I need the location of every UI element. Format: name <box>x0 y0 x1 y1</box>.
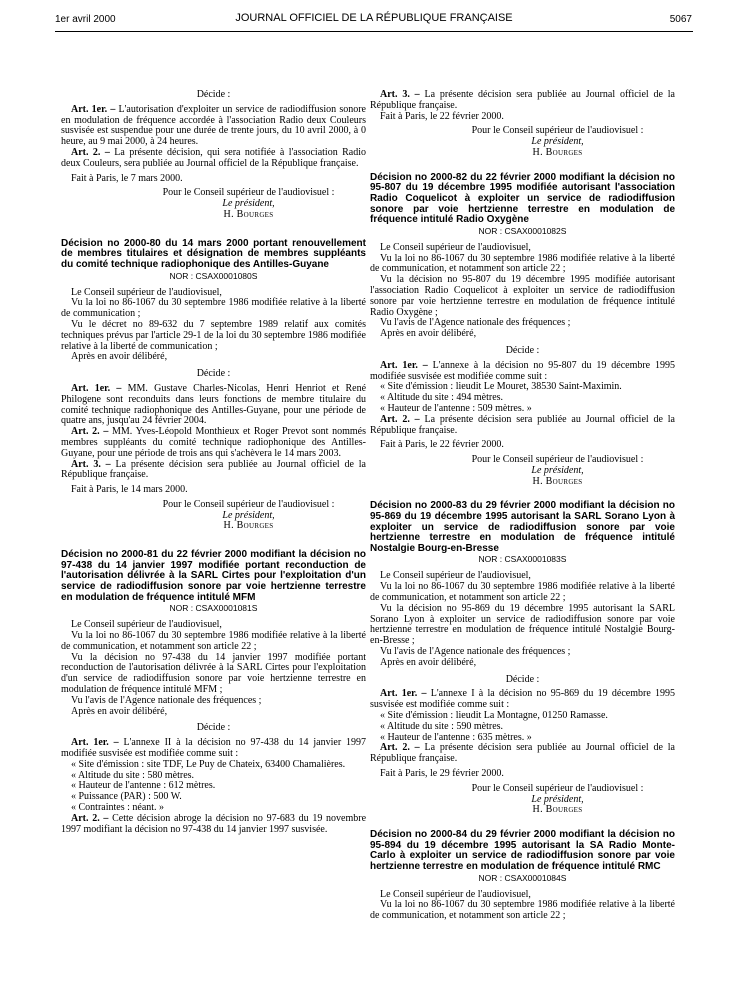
decide-heading: Décide : <box>505 673 540 685</box>
annex-line: « Altitude du site : 494 mètres. <box>380 392 504 404</box>
right-column: Art. 3. – La présente décision sera publiée au Journal officiel de la République française. Fait à Paris, le 22 février 2000. Pour le Conseil supérieur de l'audiovisuel : Le président, H. Bourges Décision no 2000-82 du 22 février 2000 modifiant la décision no 95-807 du 19 décembre 1995 modifiée autorisant l'association Radio Coquelicot à exploiter un service de radiodiffusion sonore par voie hertzienne terrestre en modulation de fréquence intitulé Radio Oxygène NOR : CSAX0001082S Le Conseil supérieur de l'audiovisuel, Vu la loi no 86-1067 du 30 septembre 1986 modifiée relative à la liberté de communication, et notamment son article 22 ; Vu la décision no 95-807 du 19 décembre 1995 modifiée autorisant l'association Radio Coquelicot à exploiter un service de radiodiffusion sonore par voie hertzienne terrestre en modulation de fréquence intitulé Radio Oxygène ; Vu l'avis de l'Agence nationale des fréquences ; Après en avoir délibéré, Décide : Art. 1er. – L'annexe à la décision no 95-807 du 19 décembre 1995 modifiée susvisée est modifiée comme suit : « Site d'émission : lieudit Le Mouret, 38530 Saint-Maximin. « Altitude du site : 494 mètres. « Hauteur de l'antenne : 509 mètres. » Art. 2. – La présente décision sera publiée au Journal officiel de la République française. Fait à Paris, le 22 février 2000. Pour le Conseil supérieur de l'audiovisuel : Le président, H. Bourges Décision no 2000-83 du 29 février 2000 modifiant la décision no 95-869 du 19 décembre 1995 autorisant la SARL Sorano Lyon à exploiter un service de radiodiffusion sonore par voie hertzienne terrestre en modulation de fréquence intitulé Nostalgie Bourg-en-Bresse NOR : CSAX0001083S Le Conseil supérieur de l'audiovisuel, Vu la loi no 86-1067 du 30 septembre 1986 modifiée relative à la liberté de communication, et notamment son article 22 ; Vu la décision no 95-869 du 19 décembre 1995 autorisant la SARL Sorano Lyon à exploiter un service de radiodiffusion sonore par voie hertzienne terrestre en modulation de fréquence intitulé Nostalgie Bourg-en-Bresse ; Vu l'avis de l'Agence nationale des fréquences ; Après en avoir délibéré, Décide : Art. 1er. – L'annexe I à la décision no 95-869 du 19 décembre 1995 susvisée est modifiée comme suit : « Site d'émission : lieudit La Montagne, 01250 Ramasse. « Altitude du site : 590 mètres. « Hauteur de l'antenne : 635 mètres. » Art. 2. – La présente décision sera publiée au Journal officiel de la République française. Fait à Paris, le 29 février 2000. Pour le Conseil supérieur de l'audiovisuel : Le président, H. Bourges Décision no 2000-84 du 29 février 2000 modifiant la décision no 95-894 du 19 décembre 1995 autorisant la SA Radio Monte-Carlo à exploiter un service de radiodiffusion sonore par voie hertzienne terrestre en modulation de fréquence intitulé RMC NOR : CSAX0001084S Le Conseil supérieur de l'audiovisuel, Vu la loi no 86-1067 du 30 septembre 1986 modifiée relative à la liberté de communication, et notamment son article 22 ; <box>370 89 676 922</box>
article-2: Art. 2. – La présente décision, qui sera notifiée à l'association Radio deux Couleurs, sera publiée au Journal officiel de la République française. <box>61 146 367 169</box>
article-2: Art. 2. – MM. Yves-Léopold Monthieux et Roger Prevot sont nommés membres suppléants du comité technique radiophonique des Antilles-Guyane, pour une période de trois ans qui s'achèvera le 14 mars 2003. <box>61 426 366 459</box>
article-1: Art. 1er. – L'annexe à la décision no 95-807 du 19 décembre 1995 modifiée susvisée est modifiée comme suit : <box>370 359 676 382</box>
annex-line: « Site d'émission : site TDF, Le Puy de Chateix, 63400 Chamalières. <box>71 758 346 770</box>
annex-line: « Contraintes : néant. » <box>71 802 165 813</box>
decision-title: Décision no 2000-83 du 29 février 2000 modifiant la décision no 95-869 du 19 décembre 1995 autorisant la SARL Sorano Lyon à exploiter un service de radiodiffusion sonore par voie hertzienne terrestre en modulation de fréquence intitulé Nostalgie Bourg-en-Bresse <box>370 500 675 554</box>
journal-title: JOURNAL OFFICIEL DE LA RÉPUBLIQUE FRANÇAISE <box>235 12 513 24</box>
decide-heading: Décide : <box>505 344 540 356</box>
page-number: 5067 <box>669 14 692 25</box>
signature-block: Pour le Conseil supérieur de l'audiovisuel : Le président, H. Bourges <box>162 187 335 220</box>
annex-line: « Hauteur de l'antenne : 509 mètres. » <box>380 402 532 414</box>
annex-line: « Altitude du site : 590 mètres. <box>380 720 504 732</box>
article-1: Art. 1er. – L'annexe I à la décision no 95-869 du 19 décembre 1995 susvisée est modifiée comme suit : <box>370 688 676 711</box>
annex-line: « Site d'émission : lieudit Le Mouret, 38530 Saint-Maximin. <box>380 381 622 393</box>
decision-title: Décision no 2000-84 du 29 février 2000 modifiant la décision no 95-894 du 19 décembre 1995 autorisant la SA Radio Monte-Carlo à exploiter un service de radiodiffusion sonore par voie hertzienne terrestre en modulation de fréquence intitulé RMC <box>370 829 675 872</box>
article-2: Art. 2. – Cette décision abroge la décision no 97-683 du 19 novembre 1997 modifiant la décision no 97-438 du 14 janvier 1997 susvisée. <box>61 812 367 835</box>
done-at: Fait à Paris, le 22 février 2000. <box>380 439 504 451</box>
article-1: Art. 1er. – L'annexe II à la décision no 97-438 du 14 janvier 1997 modifiée susvisée est modifiée comme suit : <box>61 737 366 760</box>
signature-block: Pour le Conseil supérieur de l'audiovisuel : Le président, H. Bourges <box>471 782 644 816</box>
article-3: Art. 3. – La présente décision sera publiée au Journal officiel de la République française. <box>61 458 366 481</box>
article-3: Art. 3. – La présente décision sera publiée au Journal officiel de la République française. <box>370 89 675 111</box>
left-column: Décide : Art. 1er. – L'autorisation d'exploiter un service de radiodiffusion sonore en modulation de fréquence accordée à l'association Radio deux Couleurs susvisée est suspendue pour une durée de trente jours, du 10 avril 2000, à 0 heure, au 9 mai 2000, à 24 heures. Art. 2. – La présente décision, qui sera notifiée à l'association Radio deux Couleurs, sera publiée au Journal officiel de la République française. Fait à Paris, le 7 mars 2000. Pour le Conseil supérieur de l'audiovisuel : Le président, H. Bourges Décision no 2000-80 du 14 mars 2000 portant renouvellement de membres titulaires et désignation de membres suppléants du comité technique radiophonique des Antilles-Guyane NOR : CSAX0001080S Le Conseil supérieur de l'audiovisuel, Vu la loi no 86-1067 du 30 septembre 1986 modifiée relative à la liberté de communication ; Vu le décret no 89-632 du 7 septembre 1989 relatif aux comités techniques prévus par l'article 29-1 de la loi du 30 septembre 1986 modifiée relative à la liberté de communication ; Après en avoir délibéré, Décide : Art. 1er. – MM. Gustave Charles-Nicolas, Henri Henriot et René Philogene sont reconduits dans leurs fonctions de membre titulaire du comité technique radiophonique des Antilles-Guyane, pour une période de quatre ans, jusqu'au 24 février 2004. Art. 2. – MM. Yves-Léopold Monthieux et Roger Prevot sont nommés membres suppléants du comité technique radiophonique des Antilles-Guyane, pour une période de trois ans qui s'achèvera le 14 mars 2003. Art. 3. – La présente décision sera publiée au Journal officiel de la République française. Fait à Paris, le 14 mars 2000. Pour le Conseil supérieur de l'audiovisuel : Le président, H. Bourges Décision no 2000-81 du 22 février 2000 modifiant la décision no 97-438 du 14 janvier 1997 modifiée portant reconduction de l'autorisation délivrée à la SARL Cirtes pour l'exploitation d'un service de radiodiffusion sonore par voie hertzienne terrestre en modulation de fréquence intitulé MFM NOR : CSAX0001081S Le Conseil supérieur de l'audiovisuel, Vu la loi no 86-1067 du 30 septembre 1986 modifiée relative à la liberté de communication, et notamment son article 22 ; Vu la décision no 97-438 du 14 janvier 1997 modifiée portant reconduction de l'autorisation délivrée à la SARL Cirtes pour l'exploitation d'un service de radiodiffusion sonore par voie hertzienne terrestre en modulation de fréquence intitulé MFM ; Vu l'avis de l'Agence nationale des fréquences ; Après en avoir délibéré, Décide : Art. 1er. – L'annexe II à la décision no 97-438 du 14 janvier 1997 modifiée susvisée est modifiée comme suit : « Site d'émission : site TDF, Le Puy de Chateix, 63400 Chamalières. « Altitude du site : 580 mètres. « Hauteur de l'antenne : 612 mètres. « Puissance (PAR) : 500 W. « Contraintes : néant. » Art. 2. – Cette décision abroge la décision no 97-683 du 19 novembre 1997 modifiant la décision no 97-438 du 14 janvier 1997 susvisée. <box>61 89 367 835</box>
article-1: Art. 1er. – L'autorisation d'exploiter un service de radiodiffusion sonore en modulation de fréquence accordée à l'association Radio deux Couleurs susvisée est suspendue pour une durée de trente jours, du 10 avril 2000, à 0 heure, au 9 mai 2000, à 24 heures. <box>61 103 366 148</box>
page-header <box>0 12 748 28</box>
issue-date: 1er avril 2000 <box>55 14 116 25</box>
nor-reference: NOR : CSAX0001083S <box>478 554 567 565</box>
annex-line: « Hauteur de l'antenne : 635 mètres. » <box>380 731 532 743</box>
article-2: Art. 2. – La présente décision sera publiée au Journal officiel de la République française. <box>370 413 675 436</box>
done-at: Fait à Paris, le 14 mars 2000. <box>71 484 188 496</box>
signature-block: Pour le Conseil supérieur de l'audiovisuel : Le président, H. Bourges <box>471 454 644 487</box>
decision-title: Décision no 2000-81 du 22 février 2000 modifiant la décision no 97-438 du 14 janvier 1997 modifiée portant reconduction de l'autorisation délivrée à la SARL Cirtes pour l'exploitation d'un service de radiodiffusion sonore par voie hertzienne terrestre en modulation de fréquence intitulé MFM <box>61 549 366 603</box>
done-at: Fait à Paris, le 22 février 2000. <box>380 110 504 122</box>
done-at: Fait à Paris, le 7 mars 2000. <box>71 172 183 184</box>
decide-heading: Décide : <box>196 89 231 100</box>
signature-block: Pour le Conseil supérieur de l'audiovisuel : Le président, H. Bourges <box>162 498 335 532</box>
annex-line: « Hauteur de l'antenne : 612 mètres. <box>71 780 216 792</box>
nor-reference: NOR : CSAX0001082S <box>478 225 567 236</box>
annex-line: « Altitude du site : 580 mètres. <box>71 769 195 781</box>
done-at: Fait à Paris, le 29 février 2000. <box>380 768 504 779</box>
nor-reference: NOR : CSAX0001080S <box>169 270 258 281</box>
decision-title: Décision no 2000-80 du 14 mars 2000 portant renouvellement de membres titulaires et désignation de membres suppléants du comité technique radiophonique des Antilles-Guyane <box>61 237 366 270</box>
decide-heading: Décide : <box>196 722 231 734</box>
annex-line: « Site d'émission : lieudit La Montagne, 01250 Ramasse. <box>380 710 608 722</box>
decide-heading: Décide : <box>196 368 231 380</box>
nor-reference: NOR : CSAX0001084S <box>478 872 567 883</box>
signature-block: Pour le Conseil supérieur de l'audiovisuel : Le président, H. Bourges <box>471 125 644 158</box>
nor-reference: NOR : CSAX0001081S <box>169 603 258 614</box>
decision-title: Décision no 2000-82 du 22 février 2000 modifiant la décision no 95-807 du 19 décembre 1995 modifiée autorisant l'association Radio Coquelicot à exploiter un service de radiodiffusion sonore par voie hertzienne terrestre en modulation de fréquence intitulé Radio Oxygène <box>370 171 675 226</box>
annex-line: « Puissance (PAR) : 500 W. <box>71 791 182 803</box>
article-2: Art. 2. – La présente décision sera publiée au Journal officiel de la République française. <box>370 742 675 765</box>
article-1: Art. 1er. – MM. Gustave Charles-Nicolas, Henri Henriot et René Philogene sont reconduits dans leurs fonctions de membre titulaire du comité technique radiophonique des Antilles-Guyane, pour une période de quatre ans, jusqu'au 24 février 2004. <box>61 382 367 427</box>
header-rule <box>55 31 693 32</box>
